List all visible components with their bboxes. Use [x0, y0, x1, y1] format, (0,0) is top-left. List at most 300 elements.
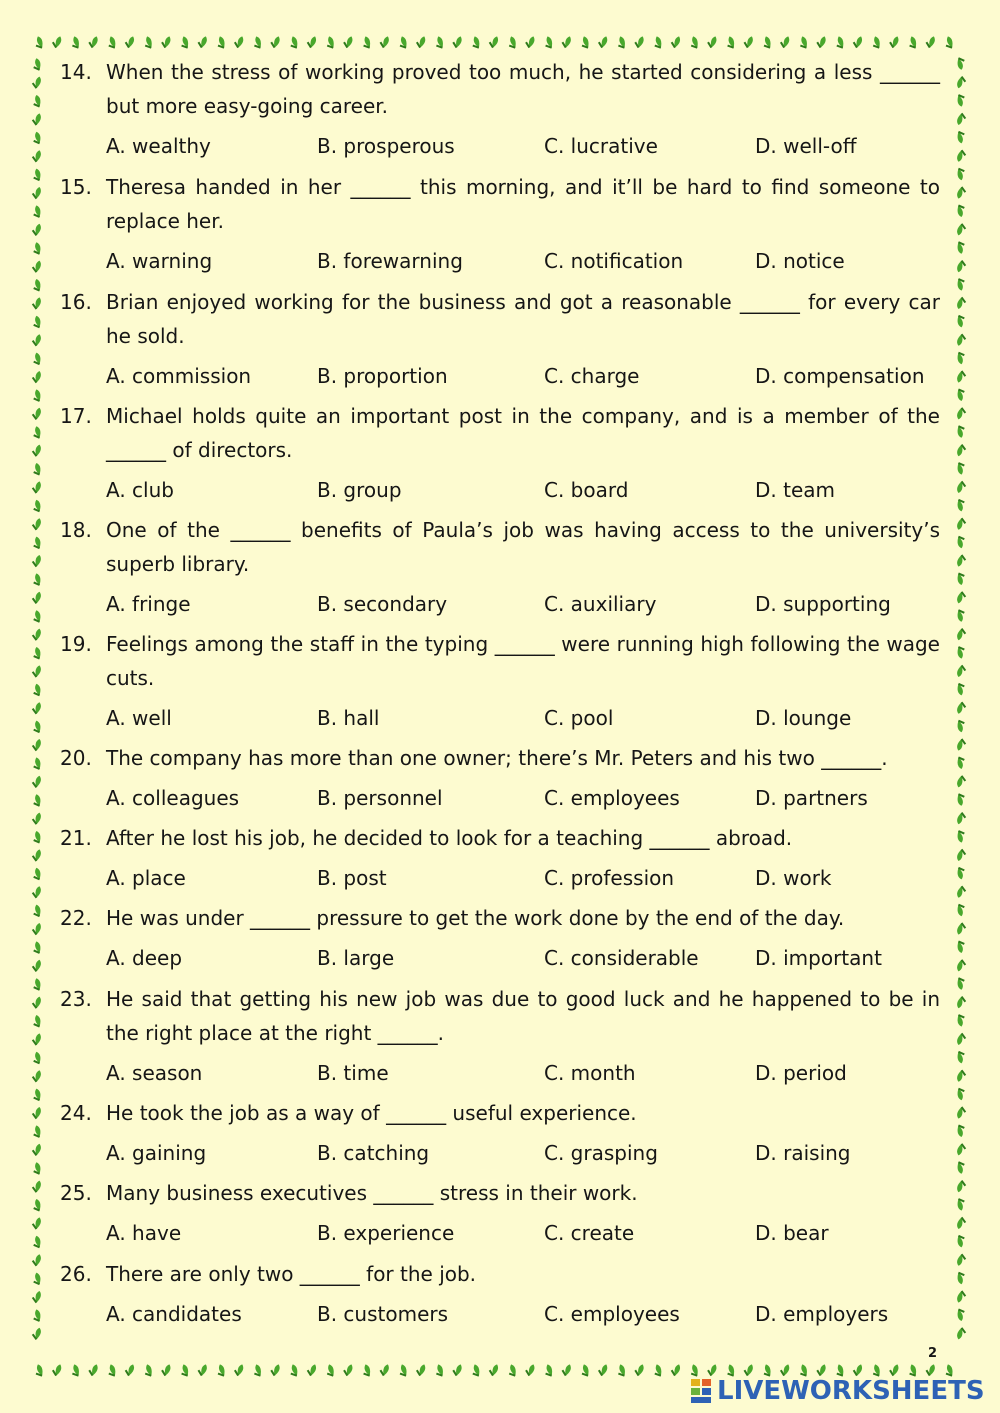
vine-leaf-icon	[956, 977, 966, 991]
vine-leaf-icon	[956, 554, 966, 568]
vine-leaf-icon	[956, 351, 966, 365]
vine-leaf-icon	[956, 1051, 966, 1065]
liveworksheets-logo-text: LIVEWORKSHEETS	[717, 1376, 985, 1406]
answer-options	[106, 779, 940, 817]
answer-option[interactable]: B. prosperous	[317, 134, 455, 158]
answer-option[interactable]: D. team	[755, 478, 835, 502]
vine-leaf-icon	[32, 223, 42, 237]
vine-leaf-icon	[956, 609, 966, 623]
vine-leaf-icon	[32, 1106, 42, 1120]
answer-option[interactable]: A. wealthy	[106, 134, 211, 158]
vine-leaf-icon	[33, 36, 44, 50]
vine-leaf-icon	[32, 1253, 42, 1267]
answer-options	[106, 1214, 940, 1252]
vine-leaf-icon	[543, 1364, 554, 1378]
question-item	[60, 1176, 940, 1252]
vine-leaf-icon	[743, 35, 754, 49]
answer-option[interactable]: A. season	[106, 1061, 203, 1085]
vine-leaf-icon	[32, 296, 42, 310]
answer-option[interactable]: D. employers	[755, 1302, 889, 1326]
vine-leaf-icon	[252, 1364, 263, 1378]
answer-option[interactable]: D. raising	[755, 1141, 851, 1165]
vine-leaf-icon	[161, 1363, 172, 1377]
vine-leaf-icon	[106, 1364, 117, 1378]
vine-leaf-icon	[779, 35, 790, 49]
vine-leaf-icon	[670, 35, 681, 49]
question-number: 22.	[60, 906, 92, 930]
vine-leaf-icon	[889, 35, 900, 49]
vine-leaf-icon	[32, 352, 42, 366]
vine-leaf-icon	[761, 36, 772, 50]
vine-leaf-icon	[343, 35, 354, 49]
vine-leaf-icon	[32, 480, 42, 494]
vine-leaf-icon	[106, 36, 117, 50]
vine-leaf-icon	[956, 1327, 966, 1341]
answer-option[interactable]: C. charge	[544, 364, 640, 388]
vine-leaf-icon	[32, 1198, 42, 1212]
vine-leaf-icon	[32, 94, 42, 108]
vine-leaf-icon	[506, 1364, 517, 1378]
vine-leaf-icon	[32, 573, 42, 587]
vine-leaf-icon	[32, 389, 42, 403]
vine-leaf-icon	[32, 1162, 42, 1176]
question-text: After he lost his job, he decided to look for a teaching ______ abroad.	[106, 826, 793, 850]
answer-option[interactable]: C. grasping	[544, 1141, 658, 1165]
vine-leaf-icon	[32, 1216, 42, 1230]
answer-option[interactable]: C. lucrative	[544, 134, 658, 158]
answer-option[interactable]: A. place	[106, 866, 186, 890]
vine-leaf-icon	[306, 35, 317, 49]
vine-leaf-icon	[956, 150, 966, 164]
question-text: Feelings among the staff in the typing ______ were running high following the wage cuts.	[106, 632, 940, 690]
vine-leaf-icon	[32, 867, 42, 881]
vine-leaf-icon	[956, 719, 966, 733]
answer-option[interactable]: B. secondary	[317, 592, 448, 616]
answer-option[interactable]: C. notification	[544, 249, 684, 273]
question-text: One of the ______ benefits of Paula’s job was having access to the university’s superb library.	[106, 518, 940, 576]
vine-leaf-icon	[379, 35, 390, 49]
vine-leaf-icon	[32, 186, 42, 200]
answer-option[interactable]: B. customers	[317, 1302, 449, 1326]
vine-leaf-icon	[956, 830, 966, 844]
vine-leaf-icon	[270, 1363, 281, 1377]
answer-option[interactable]: A. candidates	[106, 1302, 242, 1326]
vine-leaf-icon	[956, 572, 966, 586]
page-number: 2	[928, 1346, 938, 1361]
question-text: Theresa handed in her ______ this morning, and it’ll be hard to find someone to replace her.	[106, 175, 940, 233]
vine-leaf-icon	[956, 756, 966, 770]
vine-leaf-icon	[215, 36, 226, 50]
question-number: 15.	[60, 175, 92, 199]
vine-leaf-icon	[32, 443, 42, 457]
vine-leaf-icon	[956, 535, 966, 549]
question-item	[60, 1257, 940, 1333]
vine-leaf-icon	[956, 1235, 966, 1249]
question-item	[60, 982, 940, 1092]
answer-options	[106, 699, 940, 737]
vine-leaf-icon	[32, 1032, 42, 1046]
vine-leaf-icon	[32, 1051, 42, 1065]
vine-leaf-icon	[32, 131, 42, 145]
vine-leaf-icon	[956, 775, 966, 789]
vine-leaf-icon	[32, 904, 42, 918]
vine-leaf-icon	[88, 35, 99, 49]
question-number: 21.	[60, 826, 92, 850]
vine-leaf-icon	[306, 1363, 317, 1377]
vine-leaf-icon	[956, 425, 966, 439]
answer-option[interactable]: C. board	[544, 478, 629, 502]
vine-leaf-icon	[956, 683, 966, 697]
vine-leaf-icon	[288, 1364, 299, 1378]
answer-option[interactable]: B. time	[317, 1061, 389, 1085]
vine-leaf-icon	[597, 1363, 608, 1377]
vine-leaf-icon	[634, 35, 645, 49]
vine-leaf-icon	[956, 462, 966, 476]
vine-leaf-icon	[324, 36, 335, 50]
question-item	[60, 285, 940, 395]
vine-leaf-icon	[956, 793, 966, 807]
vine-leaf-icon	[956, 204, 966, 218]
vine-leaf-icon	[361, 1364, 372, 1378]
vine-leaf-icon	[956, 812, 966, 826]
vine-leaf-icon	[652, 36, 663, 50]
vine-leaf-icon	[956, 1106, 966, 1120]
vine-leaf-icon	[32, 242, 42, 256]
vine-leaf-icon	[616, 36, 627, 50]
vine-leaf-icon	[32, 830, 42, 844]
vine-leaf-icon	[956, 1161, 966, 1175]
vine-leaf-icon	[525, 35, 536, 49]
question-text: The company has more than one owner; there’s Mr. Peters and his two ______.	[106, 746, 888, 770]
question-text: Brian enjoyed working for the business and got a reasonable ______ for every car he sold.	[106, 290, 940, 348]
question-item	[60, 170, 940, 280]
vine-leaf-icon	[956, 591, 966, 605]
question-number: 25.	[60, 1181, 92, 1205]
question-text: Michael holds quite an important post in the company, and is a member of the ______ of directors.	[106, 404, 940, 462]
vine-leaf-icon	[956, 702, 966, 716]
vine-leaf-icon	[252, 36, 263, 50]
answer-options	[106, 1134, 940, 1172]
vine-leaf-icon	[288, 36, 299, 50]
vine-leaf-icon	[32, 701, 42, 715]
vine-leaf-icon	[397, 1364, 408, 1378]
vine-leaf-icon	[32, 517, 42, 531]
vine-leaf-icon	[32, 370, 42, 384]
vine-leaf-icon	[956, 1124, 966, 1138]
vine-leaf-icon	[32, 978, 42, 992]
vine-leaf-icon	[32, 112, 42, 126]
vine-leaf-icon	[215, 1364, 226, 1378]
vine-leaf-icon	[943, 36, 954, 50]
question-number: 23.	[60, 987, 92, 1011]
vine-leaf-icon	[343, 1363, 354, 1377]
vine-leaf-icon	[32, 995, 42, 1009]
vine-leaf-icon	[32, 738, 42, 752]
answer-option[interactable]: B. experience	[317, 1221, 455, 1245]
vine-leaf-icon	[361, 36, 372, 50]
answer-option[interactable]: A. commission	[106, 364, 252, 388]
answer-option[interactable]: A. have	[106, 1221, 182, 1245]
vine-leaf-icon	[32, 1014, 42, 1028]
vine-leaf-icon	[470, 1364, 481, 1378]
question-number: 16.	[60, 290, 92, 314]
vine-leaf-icon	[488, 35, 499, 49]
vine-leaf-icon	[956, 407, 966, 421]
answer-options	[106, 242, 940, 280]
vine-leaf-icon	[956, 370, 966, 384]
question-item	[60, 399, 940, 509]
answer-option[interactable]: D. well-off	[755, 134, 857, 158]
vine-leaf-icon	[579, 1364, 590, 1378]
liveworksheets-logo	[690, 1374, 990, 1408]
vine-leaf-icon	[956, 444, 966, 458]
vine-leaf-icon	[956, 867, 966, 881]
vine-leaf-icon	[956, 1180, 966, 1194]
question-item	[60, 1096, 940, 1172]
vine-leaf-icon	[452, 35, 463, 49]
vine-leaf-icon	[561, 1363, 572, 1377]
vine-leaf-icon	[956, 1254, 966, 1268]
vine-leaf-icon	[956, 1033, 966, 1047]
vine-leaf-icon	[32, 959, 42, 973]
vine-leaf-icon	[32, 591, 42, 605]
vine-leaf-icon	[907, 36, 918, 50]
vine-leaf-icon	[70, 1364, 81, 1378]
vine-leaf-icon	[525, 1363, 536, 1377]
vine-leaf-icon	[956, 996, 966, 1010]
vine-leaf-icon	[32, 720, 42, 734]
vine-leaf-icon	[32, 1069, 42, 1083]
vine-leaf-icon	[32, 1272, 42, 1286]
vine-leaf-icon	[88, 1363, 99, 1377]
vine-leaf-icon	[956, 1308, 966, 1322]
vine-leaf-icon	[233, 1363, 244, 1377]
answer-option[interactable]: D. supporting	[755, 592, 891, 616]
vine-leaf-icon	[956, 186, 966, 200]
vine-leaf-icon	[142, 36, 153, 50]
vine-leaf-icon	[32, 1235, 42, 1249]
answer-options	[106, 1054, 940, 1092]
vine-leaf-icon	[32, 426, 42, 440]
vine-leaf-icon	[32, 554, 42, 568]
answer-options	[106, 1295, 940, 1333]
answer-options	[106, 939, 940, 977]
answer-option[interactable]: A. club	[106, 478, 174, 502]
vine-leaf-icon	[32, 922, 42, 936]
vine-leaf-icon	[32, 1290, 42, 1304]
vine-leaf-icon	[956, 1198, 966, 1212]
answer-option[interactable]: A. gaining	[106, 1141, 207, 1165]
vine-leaf-icon	[956, 1271, 966, 1285]
answer-option[interactable]: C. employees	[544, 786, 680, 810]
vine-leaf-icon	[32, 1179, 42, 1193]
vine-leaf-icon	[707, 35, 718, 49]
answer-option[interactable]: C. month	[544, 1061, 636, 1085]
vine-leaf-icon	[32, 775, 42, 789]
vine-leaf-icon	[956, 886, 966, 900]
answer-option[interactable]: B. large	[317, 946, 395, 970]
answer-option[interactable]: C. auxiliary	[544, 592, 657, 616]
vine-leaf-icon	[32, 664, 42, 678]
question-item	[60, 513, 940, 623]
vine-leaf-icon	[33, 1364, 44, 1378]
question-number: 26.	[60, 1262, 92, 1286]
vine-leaf-icon	[32, 536, 42, 550]
vine-leaf-icon	[956, 260, 966, 274]
answer-option[interactable]: D. bear	[755, 1221, 829, 1245]
answer-option[interactable]: D. notice	[755, 249, 845, 273]
vine-leaf-icon	[579, 36, 590, 50]
vine-leaf-icon	[51, 35, 62, 49]
question-text: He said that getting his new job was due to good luck and he happened to be in the right place at the right ______.	[106, 987, 940, 1045]
answer-option[interactable]: B. catching	[317, 1141, 430, 1165]
vine-leaf-icon	[32, 941, 42, 955]
question-number: 20.	[60, 746, 92, 770]
vine-leaf-icon	[32, 1327, 42, 1341]
vine-leaf-icon	[725, 36, 736, 50]
answer-option[interactable]: B. forewarning	[317, 249, 463, 273]
vine-leaf-icon	[32, 646, 42, 660]
question-number: 19.	[60, 632, 92, 656]
vine-leaf-icon	[798, 36, 809, 50]
vine-leaf-icon	[956, 646, 966, 660]
vine-leaf-icon	[32, 1309, 42, 1323]
answer-option[interactable]: D. period	[755, 1061, 847, 1085]
answer-option[interactable]: B. post	[317, 866, 387, 890]
answer-options	[106, 585, 940, 623]
question-item	[60, 821, 940, 897]
vine-leaf-icon	[956, 1143, 966, 1157]
vine-leaf-icon	[956, 76, 966, 90]
answer-option[interactable]: D. important	[755, 946, 882, 970]
vine-leaf-icon	[956, 903, 966, 917]
vine-leaf-icon	[616, 1364, 627, 1378]
answer-option[interactable]: A. warning	[106, 249, 213, 273]
answer-option[interactable]: D. compensation	[755, 364, 925, 388]
answer-option[interactable]: C. profession	[544, 866, 675, 890]
vine-leaf-icon	[956, 131, 966, 145]
vine-leaf-icon	[434, 1364, 445, 1378]
question-item	[60, 901, 940, 977]
question-number: 14.	[60, 60, 92, 84]
vine-leaf-icon	[32, 168, 42, 182]
vine-leaf-icon	[956, 388, 966, 402]
vine-leaf-icon	[32, 499, 42, 513]
vine-leaf-icon	[956, 665, 966, 679]
question-text: Many business executives ______ stress in their work.	[106, 1181, 638, 1205]
vine-leaf-icon	[956, 940, 966, 954]
vine-leaf-icon	[32, 1088, 42, 1102]
vine-leaf-icon	[51, 1363, 62, 1377]
vine-leaf-icon	[32, 333, 42, 347]
vine-leaf-icon	[956, 241, 966, 255]
answer-option[interactable]: A. fringe	[106, 592, 191, 616]
vine-leaf-icon	[32, 885, 42, 899]
vine-leaf-icon	[956, 1087, 966, 1101]
vine-leaf-icon	[561, 35, 572, 49]
vine-leaf-icon	[956, 94, 966, 108]
vine-leaf-icon	[415, 35, 426, 49]
vine-leaf-icon	[652, 1364, 663, 1378]
vine-leaf-icon	[434, 36, 445, 50]
question-text: When the stress of working proved too much, he started considering a less ______ but more easy-going career.	[106, 60, 940, 118]
answer-option[interactable]: C. considerable	[544, 946, 699, 970]
vine-leaf-icon	[32, 683, 42, 697]
answer-option[interactable]: C. pool	[544, 706, 614, 730]
vine-leaf-icon	[32, 462, 42, 476]
vine-leaf-icon	[956, 628, 966, 642]
question-item	[60, 55, 940, 165]
vine-leaf-icon	[179, 1364, 190, 1378]
question-text: He took the job as a way of ______ useful experience.	[106, 1101, 637, 1125]
answer-option[interactable]: B. hall	[317, 706, 380, 730]
vine-leaf-icon	[32, 610, 42, 624]
answer-option[interactable]: B. group	[317, 478, 402, 502]
answer-option[interactable]: B. personnel	[317, 786, 443, 810]
answer-option[interactable]: A. deep	[106, 946, 183, 970]
vine-leaf-icon	[233, 35, 244, 49]
vine-leaf-icon	[956, 1070, 966, 1084]
vine-leaf-icon	[161, 35, 172, 49]
vine-leaf-icon	[470, 36, 481, 50]
vine-leaf-icon	[956, 297, 966, 311]
vine-leaf-icon	[543, 36, 554, 50]
vine-leaf-icon	[506, 36, 517, 50]
vine-leaf-icon	[32, 794, 42, 808]
vine-leaf-icon	[852, 35, 863, 49]
vine-leaf-icon	[70, 36, 81, 50]
answer-option[interactable]: A. well	[106, 706, 172, 730]
vine-leaf-icon	[270, 35, 281, 49]
vine-leaf-icon	[32, 757, 42, 771]
vine-leaf-icon	[956, 334, 966, 348]
vine-leaf-icon	[197, 1363, 208, 1377]
answer-option[interactable]: B. proportion	[317, 364, 448, 388]
vine-leaf-icon	[956, 518, 966, 532]
vine-leaf-icon	[956, 738, 966, 752]
vine-leaf-icon	[324, 1364, 335, 1378]
question-number: 17.	[60, 404, 92, 428]
vine-leaf-icon	[870, 36, 881, 50]
vine-leaf-icon	[32, 259, 42, 273]
vine-leaf-icon	[597, 35, 608, 49]
vine-leaf-icon	[142, 1364, 153, 1378]
answer-option[interactable]: C. create	[544, 1221, 635, 1245]
vine-leaf-icon	[32, 848, 42, 862]
question-number: 24.	[60, 1101, 92, 1125]
vine-leaf-icon	[956, 1217, 966, 1231]
answer-option[interactable]: A. colleagues	[106, 786, 240, 810]
vine-leaf-icon	[956, 959, 966, 973]
vine-leaf-icon	[956, 481, 966, 495]
vine-leaf-icon	[956, 113, 966, 127]
answer-option[interactable]: D. partners	[755, 786, 868, 810]
vine-leaf-icon	[379, 1363, 390, 1377]
question-text: There are only two ______ for the job.	[106, 1262, 477, 1286]
answer-option[interactable]: D. lounge	[755, 706, 852, 730]
vine-leaf-icon	[956, 849, 966, 863]
vine-leaf-icon	[488, 1363, 499, 1377]
vine-leaf-icon	[32, 75, 42, 89]
vine-leaf-icon	[32, 627, 42, 641]
vine-leaf-icon	[179, 36, 190, 50]
answer-option[interactable]: D. work	[755, 866, 832, 890]
vine-leaf-icon	[32, 407, 42, 421]
question-text: He was under ______ pressure to get the work done by the end of the day.	[106, 906, 845, 930]
answer-option[interactable]: C. employees	[544, 1302, 680, 1326]
answer-options	[106, 127, 940, 165]
vine-leaf-icon	[32, 205, 42, 219]
